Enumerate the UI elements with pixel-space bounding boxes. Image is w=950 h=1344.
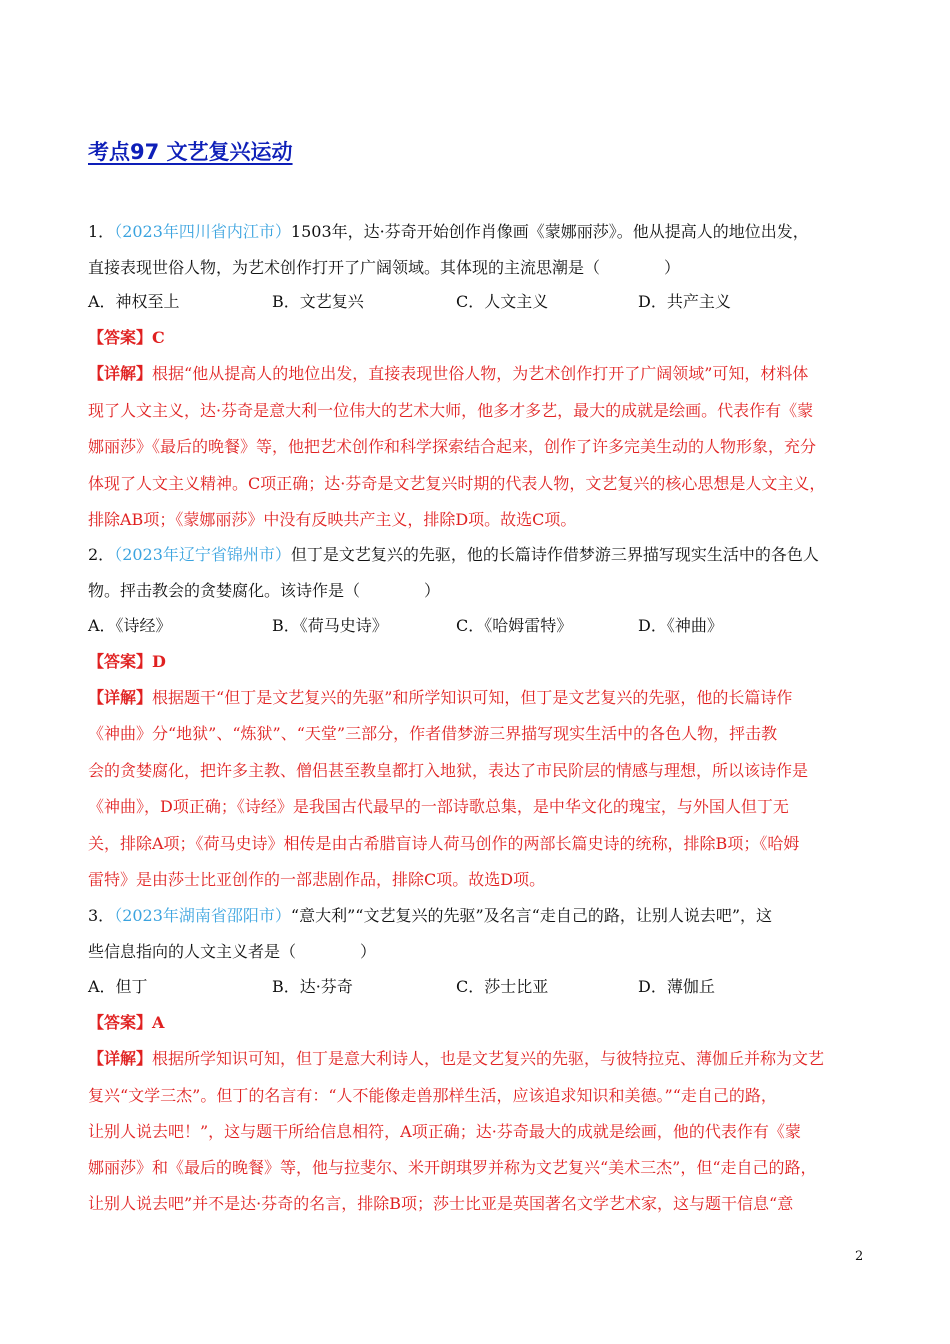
question-2-stem-line-2: 物。抨击教会的贪婪腐化。该诗作是（ ） [88, 581, 441, 600]
page-title: 考点97 文艺复兴运动 [88, 140, 293, 164]
question-3-stem-line-2: 些信息指向的人文主义者是（ ） [88, 942, 377, 961]
question-number: 1． [88, 222, 115, 241]
question-text: “意大利”“文艺复兴的先驱”及名言“走自己的路，让别人说去吧”，这 [290, 906, 773, 925]
question-source: （2023年辽宁省锦州市） [114, 545, 291, 564]
analysis-text: 根据“他从提高人的地位出发，直接表现世俗人物，为艺术创作打开了广阔领域”可知，材料体 [152, 364, 809, 383]
question-2-option-c: C．《哈姆雷特》 [456, 616, 573, 635]
question-1-stem-line-1 [88, 222, 868, 242]
question-3-analysis-line-2: 复兴“文学三杰”。但丁的名言有：“人不能像走兽那样生活，应该追求知识和美德。”“走自己的路， [88, 1086, 777, 1105]
question-1-option-c: C．人文主义 [456, 292, 549, 311]
analysis-label: 【详解】 [88, 1049, 153, 1068]
question-2-stem-line-1 [88, 545, 868, 565]
analysis-label: 【详解】 [88, 364, 153, 383]
question-1-stem-line-2: 直接表现世俗人物，为艺术创作打开了广阔领域。其体现的主流思潮是（ ） [88, 258, 681, 277]
question-3-analysis-line-5: 让别人说去吧”并不是达·芬奇的名言，排除B项；莎士比亚是英国著名文学艺术家，这与题干信息“意 [88, 1194, 794, 1213]
question-3-analysis-line-1 [88, 1049, 868, 1069]
question-2-analysis-line-2: 《神曲》分“地狱”、“炼狱”、“天堂”三部分，作者借梦游三界描写现实生活中的各色人物，抨击教 [88, 724, 778, 743]
question-source: （2023年湖南省邵阳市） [114, 906, 291, 925]
question-2-option-b: B．《荷马史诗》 [272, 616, 388, 635]
question-1-analysis-line-1 [88, 364, 868, 384]
question-1-analysis-line-4: 体现了人文主义精神。C项正确；达·芬奇是文艺复兴时期的代表人物，文艺复兴的核心思想是人文主义， [88, 474, 826, 493]
question-1-option-b: B．文艺复兴 [272, 292, 364, 311]
question-1-option-d: D．共产主义 [638, 292, 731, 311]
question-1-analysis-line-2: 现了人文主义，达·芬奇是意大利一位伟大的艺术大师，他多才多艺，最大的成就是绘画。代表作有《蒙 [88, 401, 814, 420]
question-1-analysis-line-5: 排除AB项；《蒙娜丽莎》中没有反映共产主义，排除D项。故选C项。 [88, 510, 577, 529]
question-3-option-c: C．莎士比亚 [456, 977, 549, 996]
question-3-analysis-line-4: 娜丽莎》和《最后的晚餐》等，他与拉斐尔、米开朗琪罗并称为文艺复兴“美术三杰”，但“走自己的路， [88, 1158, 817, 1177]
question-text: 但丁是文艺复兴的先驱，他的长篇诗作借梦游三界描写现实生活中的各色人 [290, 545, 819, 564]
question-3-answer: 【答案】A [88, 1013, 165, 1032]
question-2-option-d: D．《神曲》 [638, 616, 723, 635]
question-3-option-d: D．薄伽丘 [638, 977, 715, 996]
question-1-answer: 【答案】C [88, 328, 165, 347]
page-number: 2 [855, 1249, 864, 1264]
question-2-analysis-line-6: 雷特》是由莎士比亚创作的一部悲剧作品，排除C项。故选D项。 [88, 870, 546, 889]
question-2-analysis-line-5: 关，排除A项；《荷马史诗》相传是由古希腊盲诗人荷马创作的两部长篇史诗的统称，排除B项；《哈姆 [88, 834, 800, 853]
question-1-analysis-line-3: 娜丽莎》《最后的晚餐》等，他把艺术创作和科学探索结合起来，创作了许多完美生动的人物形象，充分 [88, 437, 817, 456]
question-source: （2023年四川省内江市） [114, 222, 291, 241]
question-3-option-b: B．达·芬奇 [272, 977, 353, 996]
question-2-analysis-line-1 [88, 688, 868, 708]
question-3-stem-line-1 [88, 906, 868, 926]
question-2-answer: 【答案】D [88, 652, 166, 671]
question-3-analysis-line-3: 让别人说去吧！”，这与题干所给信息相符，A项正确；达·芬奇最大的成就是绘画，他的代表作有《蒙 [88, 1122, 801, 1141]
question-1-option-a: A．神权至上 [88, 292, 180, 311]
question-2-option-a: A．《诗经》 [88, 616, 172, 635]
question-2-analysis-line-4: 《神曲》，D项正确；《诗经》是我国古代最早的一部诗歌总集，是中华文化的瑰宝，与外国人但丁无 [88, 797, 789, 816]
question-3-option-a: A．但丁 [88, 977, 148, 996]
question-number: 3． [88, 906, 115, 925]
question-2-analysis-line-3: 会的贪婪腐化，把许多主教、僧侣甚至教皇都打入地狱，表达了市民阶层的情感与理想，所以该诗作是 [88, 761, 809, 780]
analysis-text: 根据题干“但丁是文艺复兴的先驱”和所学知识可知，但丁是文艺复兴的先驱，他的长篇诗作 [152, 688, 793, 707]
analysis-text: 根据所学知识可知，但丁是意大利诗人，也是文艺复兴的先驱，与彼特拉克、薄伽丘并称为文艺 [152, 1049, 825, 1068]
analysis-label: 【详解】 [88, 688, 153, 707]
question-number: 2． [88, 545, 115, 564]
question-text: 1503年，达·芬奇开始创作肖像画《蒙娜丽莎》。他从提高人的地位出发， [290, 222, 809, 241]
